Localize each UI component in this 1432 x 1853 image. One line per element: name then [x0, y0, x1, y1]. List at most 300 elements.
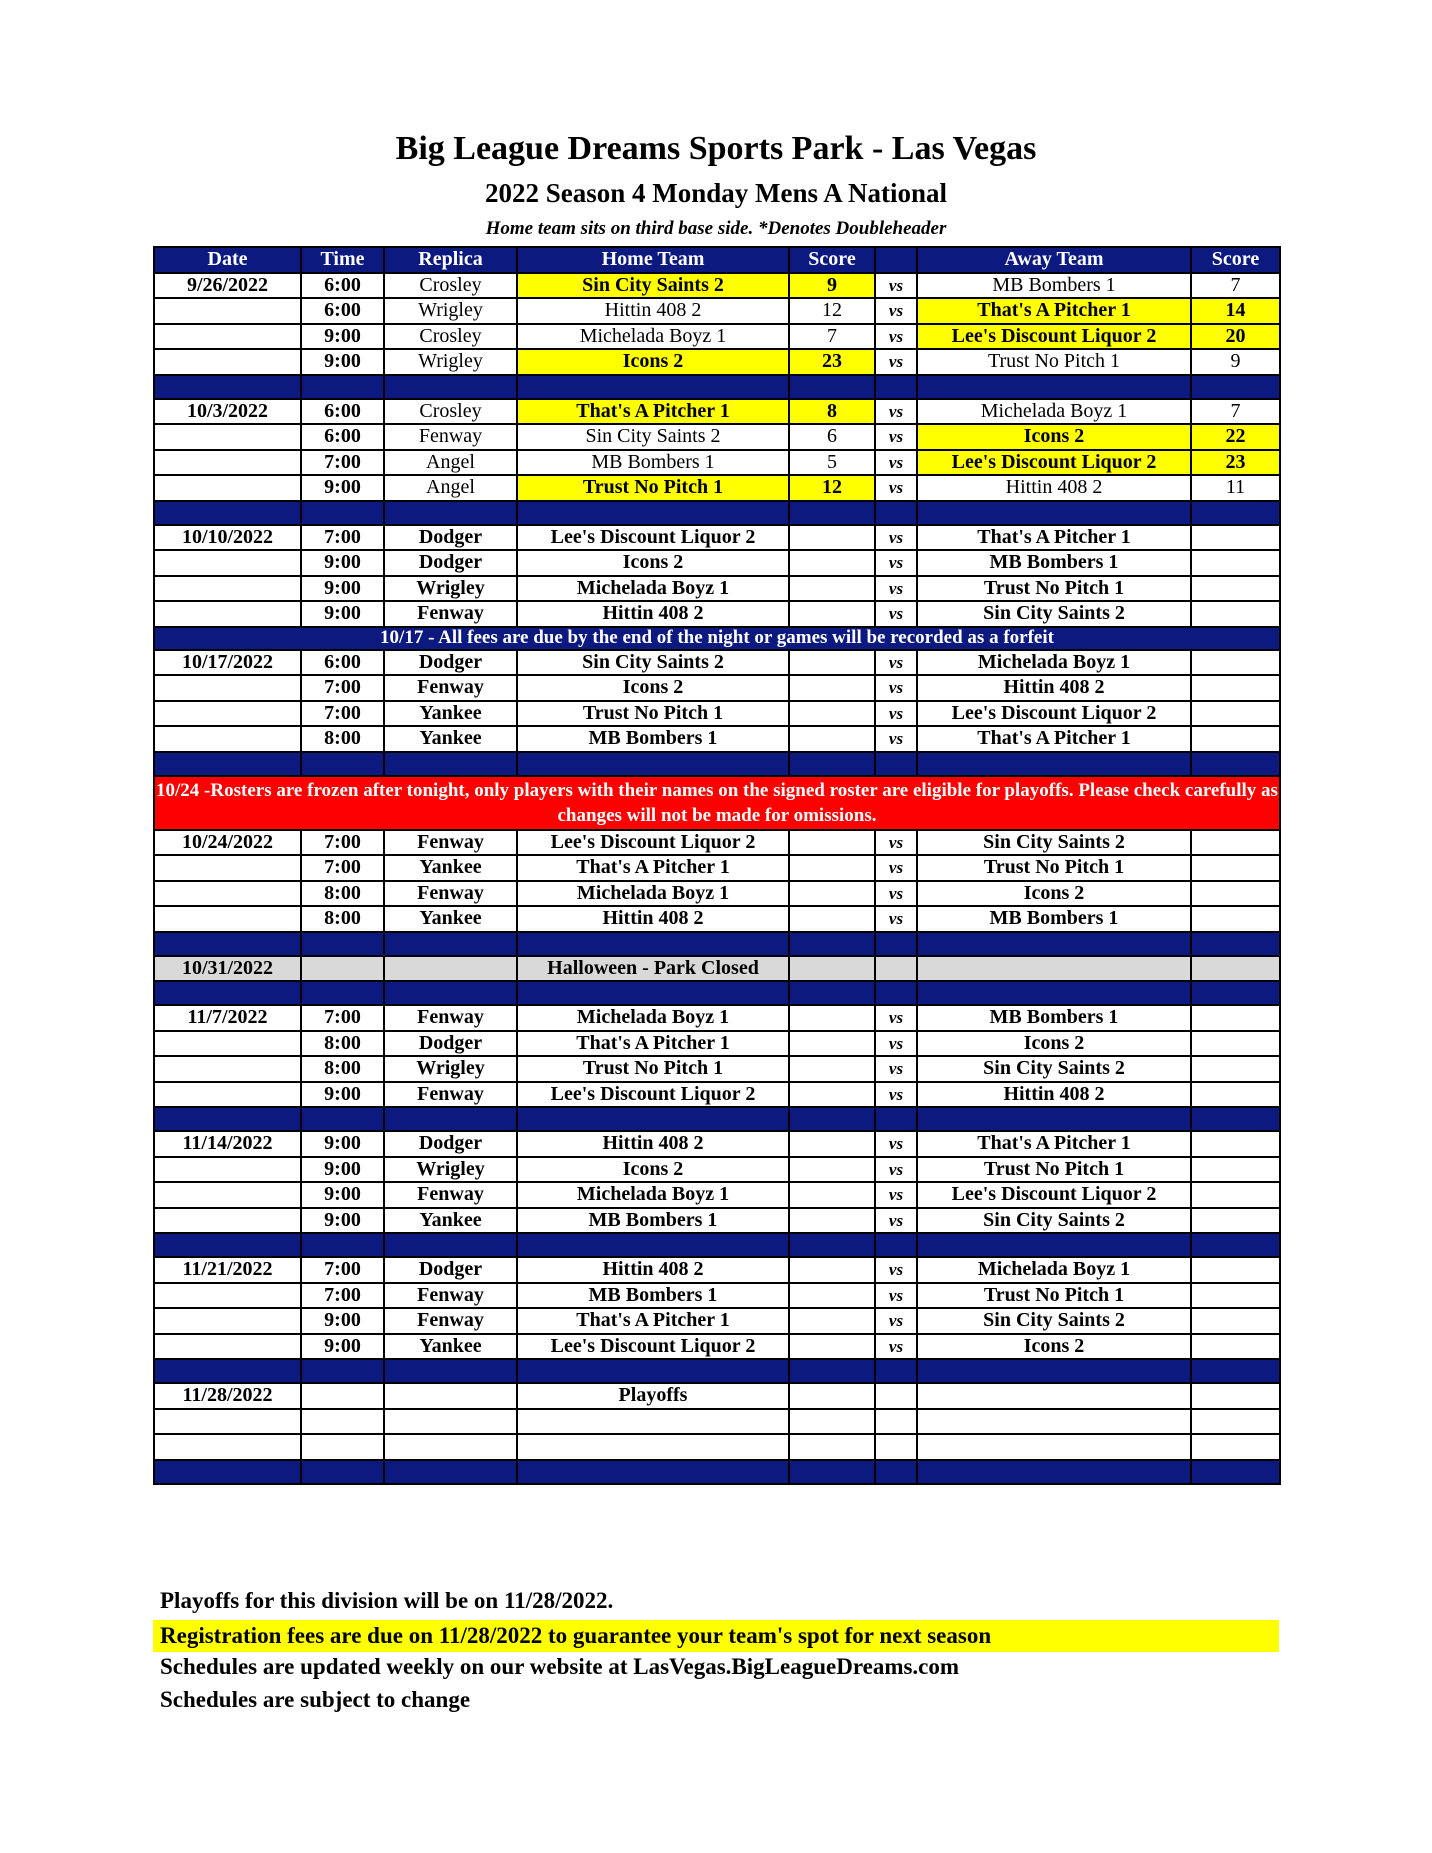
separator-row: [154, 932, 1280, 956]
game-field: Angel: [384, 450, 517, 476]
home-team: Michelada Boyz 1: [517, 324, 789, 350]
separator-cell: [384, 375, 517, 399]
game-field: Dodger: [384, 1257, 517, 1283]
game-field: Wrigley: [384, 576, 517, 602]
vs-label: vs: [875, 450, 917, 476]
blank-row: [154, 1409, 1280, 1435]
game-date: [154, 475, 301, 501]
separator-cell: [517, 981, 789, 1005]
game-date: [154, 881, 301, 907]
game-time: 9:00: [301, 349, 384, 375]
away-score: 20: [1191, 324, 1280, 350]
separator-cell: [789, 1233, 875, 1257]
vs-label: vs: [875, 830, 917, 856]
roster-notice-row: [154, 776, 1280, 830]
home-team: Trust No Pitch 1: [517, 1056, 789, 1082]
blank-cell: [789, 1409, 875, 1435]
vs-label: vs: [875, 1005, 917, 1031]
away-team: Trust No Pitch 1: [917, 1157, 1191, 1183]
vs-label: vs: [875, 1131, 917, 1157]
home-score: [789, 1005, 875, 1031]
home-score: [789, 1208, 875, 1234]
home-score: 12: [789, 475, 875, 501]
playoffs-cell: [1191, 1383, 1280, 1409]
col-header-replica: Replica: [384, 247, 517, 273]
game-time: 9:00: [301, 1082, 384, 1108]
separator-cell: [301, 981, 384, 1005]
separator-row: [154, 1359, 1280, 1383]
game-row: [154, 1308, 1280, 1334]
away-team: Lee's Discount Liquor 2: [917, 701, 1191, 727]
vs-label: vs: [875, 1334, 917, 1360]
blank-cell: [789, 1434, 875, 1460]
table-header-row: [154, 247, 1280, 273]
vs-label: vs: [875, 399, 917, 425]
game-field: Crosley: [384, 324, 517, 350]
away-team: Icons 2: [917, 1031, 1191, 1057]
separator-cell: [875, 375, 917, 399]
vs-label: vs: [875, 1283, 917, 1309]
footer-website-note: Schedules are updated weekly on our website at LasVegas.BigLeagueDreams.com: [160, 1654, 960, 1679]
game-time: 9:00: [301, 1131, 384, 1157]
away-team: That's A Pitcher 1: [917, 298, 1191, 324]
separator-row: [154, 1460, 1280, 1484]
game-time: 7:00: [301, 1283, 384, 1309]
game-time: 9:00: [301, 324, 384, 350]
game-time: 9:00: [301, 1157, 384, 1183]
col-header-home-score: Score: [789, 247, 875, 273]
separator-cell: [789, 981, 875, 1005]
game-date: [154, 298, 301, 324]
page-title: Big League Dreams Sports Park - Las Vegas: [395, 130, 1037, 167]
separator-cell: [154, 1359, 301, 1383]
vs-label: vs: [875, 1082, 917, 1108]
separator-cell: [384, 932, 517, 956]
separator-row: [154, 752, 1280, 776]
vs-label: vs: [875, 855, 917, 881]
away-score: 7: [1191, 399, 1280, 425]
separator-cell: [517, 501, 789, 525]
game-time: 7:00: [301, 830, 384, 856]
game-date: [154, 1182, 301, 1208]
game-row: [154, 525, 1280, 551]
playoffs-cell: [384, 1383, 517, 1409]
blank-cell: [301, 1409, 384, 1435]
home-team: Michelada Boyz 1: [517, 576, 789, 602]
separator-cell: [875, 752, 917, 776]
game-date: [154, 1283, 301, 1309]
separator-cell: [875, 981, 917, 1005]
away-score: [1191, 881, 1280, 907]
blank-cell: [384, 1409, 517, 1435]
home-team: Icons 2: [517, 550, 789, 576]
vs-label: vs: [875, 1257, 917, 1283]
home-score: 8: [789, 399, 875, 425]
away-team: Lee's Discount Liquor 2: [917, 324, 1191, 350]
separator-cell: [1191, 752, 1280, 776]
game-date: [154, 324, 301, 350]
vs-label: vs: [875, 298, 917, 324]
game-field: Yankee: [384, 855, 517, 881]
separator-cell: [875, 1233, 917, 1257]
blank-cell: [384, 1434, 517, 1460]
home-team: Sin City Saints 2: [517, 424, 789, 450]
vs-label: vs: [875, 701, 917, 727]
game-time: 9:00: [301, 601, 384, 627]
home-score: [789, 1334, 875, 1360]
game-date: [154, 1308, 301, 1334]
game-date: [154, 855, 301, 881]
game-field: Wrigley: [384, 298, 517, 324]
home-score: [789, 855, 875, 881]
separator-row: [154, 981, 1280, 1005]
col-header-home-team: Home Team: [517, 247, 789, 273]
game-date: [154, 701, 301, 727]
home-score: [789, 726, 875, 752]
separator-cell: [875, 1460, 917, 1484]
away-team: Sin City Saints 2: [917, 830, 1191, 856]
roster-notice: 10/24 -Rosters are frozen after tonight, only players with their names on the signed roster are eligible for playoffs. Please check carefully as changes will not be made for omissions.: [154, 776, 1280, 830]
vs-label: vs: [875, 726, 917, 752]
away-score: [1191, 1334, 1280, 1360]
separator-cell: [154, 752, 301, 776]
game-row: [154, 475, 1280, 501]
away-score: 11: [1191, 475, 1280, 501]
away-team: Trust No Pitch 1: [917, 855, 1191, 881]
away-score: [1191, 525, 1280, 551]
game-row: [154, 675, 1280, 701]
home-team: Lee's Discount Liquor 2: [517, 830, 789, 856]
blank-cell: [1191, 1409, 1280, 1435]
blank-cell: [917, 1409, 1191, 1435]
away-team: Lee's Discount Liquor 2: [917, 1182, 1191, 1208]
separator-cell: [301, 1233, 384, 1257]
separator-cell: [917, 981, 1191, 1005]
blank-cell: [301, 1434, 384, 1460]
vs-label: vs: [875, 550, 917, 576]
game-time: 7:00: [301, 1005, 384, 1031]
closed-cell: [875, 956, 917, 982]
blank-row: [154, 1434, 1280, 1460]
game-row: [154, 1283, 1280, 1309]
away-score: [1191, 1082, 1280, 1108]
home-score: 6: [789, 424, 875, 450]
game-row: [154, 349, 1280, 375]
game-time: 9:00: [301, 1182, 384, 1208]
home-team: Icons 2: [517, 675, 789, 701]
game-row: [154, 450, 1280, 476]
separator-cell: [517, 1460, 789, 1484]
separator-cell: [1191, 932, 1280, 956]
game-field: Fenway: [384, 1283, 517, 1309]
playoffs-cell: [301, 1383, 384, 1409]
game-field: Dodger: [384, 550, 517, 576]
home-score: [789, 1308, 875, 1334]
game-time: 6:00: [301, 650, 384, 676]
home-team: Michelada Boyz 1: [517, 1005, 789, 1031]
away-team: Trust No Pitch 1: [917, 576, 1191, 602]
game-row: [154, 1131, 1280, 1157]
game-field: Crosley: [384, 399, 517, 425]
away-score: [1191, 650, 1280, 676]
home-score: [789, 701, 875, 727]
away-team: That's A Pitcher 1: [917, 726, 1191, 752]
game-field: Yankee: [384, 726, 517, 752]
home-score: [789, 525, 875, 551]
game-time: 9:00: [301, 475, 384, 501]
game-time: 7:00: [301, 1257, 384, 1283]
game-date: [154, 1334, 301, 1360]
separator-cell: [517, 752, 789, 776]
away-team: Trust No Pitch 1: [917, 1283, 1191, 1309]
game-time: 8:00: [301, 726, 384, 752]
separator-cell: [154, 501, 301, 525]
footer-playoffs-note: Playoffs for this division will be on 11/28/2022.: [160, 1588, 614, 1613]
game-time: 8:00: [301, 881, 384, 907]
game-date: 11/7/2022: [154, 1005, 301, 1031]
separator-cell: [154, 932, 301, 956]
closed-row: [154, 956, 1280, 982]
separator-cell: [154, 1233, 301, 1257]
separator-cell: [301, 752, 384, 776]
separator-cell: [1191, 501, 1280, 525]
closed-cell: [301, 956, 384, 982]
vs-label: vs: [875, 349, 917, 375]
game-date: 9/26/2022: [154, 273, 301, 299]
vs-label: vs: [875, 601, 917, 627]
away-team: MB Bombers 1: [917, 550, 1191, 576]
away-score: 23: [1191, 450, 1280, 476]
away-team: Lee's Discount Liquor 2: [917, 450, 1191, 476]
game-field: Yankee: [384, 1334, 517, 1360]
home-team: That's A Pitcher 1: [517, 855, 789, 881]
vs-label: vs: [875, 424, 917, 450]
separator-cell: [789, 1359, 875, 1383]
away-score: [1191, 1182, 1280, 1208]
home-score: [789, 601, 875, 627]
game-field: Wrigley: [384, 1157, 517, 1183]
home-team: Icons 2: [517, 1157, 789, 1183]
home-score: [789, 1082, 875, 1108]
game-field: Wrigley: [384, 349, 517, 375]
vs-label: vs: [875, 525, 917, 551]
home-team: Trust No Pitch 1: [517, 701, 789, 727]
game-time: 9:00: [301, 550, 384, 576]
separator-cell: [517, 1107, 789, 1131]
game-field: Dodger: [384, 1131, 517, 1157]
away-score: [1191, 906, 1280, 932]
game-field: Dodger: [384, 525, 517, 551]
game-row: [154, 576, 1280, 602]
col-header-time: Time: [301, 247, 384, 273]
home-team: That's A Pitcher 1: [517, 1308, 789, 1334]
separator-cell: [384, 1233, 517, 1257]
game-date: [154, 1056, 301, 1082]
separator-row: [154, 501, 1280, 525]
vs-label: vs: [875, 324, 917, 350]
home-score: [789, 1182, 875, 1208]
home-score: 9: [789, 273, 875, 299]
game-time: 9:00: [301, 1208, 384, 1234]
away-team: Sin City Saints 2: [917, 1308, 1191, 1334]
game-time: 8:00: [301, 906, 384, 932]
game-row: [154, 1056, 1280, 1082]
vs-label: vs: [875, 1157, 917, 1183]
away-team: Hittin 408 2: [917, 675, 1191, 701]
away-team: Sin City Saints 2: [917, 601, 1191, 627]
away-score: [1191, 1257, 1280, 1283]
separator-cell: [875, 1107, 917, 1131]
fees-notice: 10/17 - All fees are due by the end of the night or games will be recorded as a forfeit: [154, 627, 1280, 650]
away-team: That's A Pitcher 1: [917, 525, 1191, 551]
game-time: 8:00: [301, 1056, 384, 1082]
home-score: 5: [789, 450, 875, 476]
vs-label: vs: [875, 1308, 917, 1334]
separator-cell: [301, 1359, 384, 1383]
separator-cell: [917, 375, 1191, 399]
away-team: Icons 2: [917, 424, 1191, 450]
game-row: [154, 424, 1280, 450]
separator-cell: [154, 981, 301, 1005]
separator-cell: [1191, 981, 1280, 1005]
away-score: [1191, 1208, 1280, 1234]
separator-cell: [517, 1233, 789, 1257]
game-row: [154, 1208, 1280, 1234]
game-row: [154, 650, 1280, 676]
schedule-table: [153, 246, 1281, 1485]
closed-label: Halloween - Park Closed: [517, 956, 789, 982]
game-field: Wrigley: [384, 1056, 517, 1082]
separator-cell: [301, 501, 384, 525]
away-score: [1191, 1056, 1280, 1082]
game-time: 6:00: [301, 424, 384, 450]
game-date: 10/24/2022: [154, 830, 301, 856]
away-score: [1191, 601, 1280, 627]
separator-cell: [1191, 1359, 1280, 1383]
separator-cell: [917, 1460, 1191, 1484]
home-score: [789, 906, 875, 932]
game-time: 6:00: [301, 273, 384, 299]
game-date: 11/14/2022: [154, 1131, 301, 1157]
home-score: [789, 1031, 875, 1057]
game-time: 8:00: [301, 1031, 384, 1057]
game-date: [154, 450, 301, 476]
separator-cell: [917, 501, 1191, 525]
game-row: [154, 830, 1280, 856]
game-date: [154, 1082, 301, 1108]
game-row: [154, 550, 1280, 576]
vs-label: vs: [875, 1208, 917, 1234]
fees-notice-row: [154, 627, 1280, 650]
away-score: 14: [1191, 298, 1280, 324]
game-field: Fenway: [384, 601, 517, 627]
away-team: Michelada Boyz 1: [917, 1257, 1191, 1283]
vs-label: vs: [875, 576, 917, 602]
closed-cell: [917, 956, 1191, 982]
game-date: [154, 726, 301, 752]
game-date: [154, 1208, 301, 1234]
game-time: 7:00: [301, 675, 384, 701]
footer-registration-note: Registration fees are due on 11/28/2022 to guarantee your team's spot for next season: [153, 1620, 1279, 1652]
game-date: [154, 601, 301, 627]
home-team: Sin City Saints 2: [517, 273, 789, 299]
away-team: MB Bombers 1: [917, 1005, 1191, 1031]
game-row: [154, 399, 1280, 425]
separator-cell: [875, 501, 917, 525]
game-date: [154, 1031, 301, 1057]
game-field: Dodger: [384, 650, 517, 676]
game-row: [154, 601, 1280, 627]
separator-row: [154, 375, 1280, 399]
away-team: MB Bombers 1: [917, 906, 1191, 932]
game-date: 11/21/2022: [154, 1257, 301, 1283]
playoffs-cell: [789, 1383, 875, 1409]
game-row: [154, 726, 1280, 752]
separator-cell: [384, 1359, 517, 1383]
schedule-body: [154, 273, 1280, 1484]
away-score: [1191, 830, 1280, 856]
game-row: [154, 1182, 1280, 1208]
game-row: [154, 1031, 1280, 1057]
away-team: That's A Pitcher 1: [917, 1131, 1191, 1157]
separator-cell: [789, 1107, 875, 1131]
separator-cell: [154, 1460, 301, 1484]
game-time: 9:00: [301, 1308, 384, 1334]
game-field: Fenway: [384, 424, 517, 450]
home-team: Hittin 408 2: [517, 298, 789, 324]
vs-label: vs: [875, 1031, 917, 1057]
game-field: Fenway: [384, 1082, 517, 1108]
separator-cell: [789, 375, 875, 399]
home-score: [789, 830, 875, 856]
separator-cell: [384, 501, 517, 525]
game-field: Angel: [384, 475, 517, 501]
home-score: 12: [789, 298, 875, 324]
blank-cell: [875, 1409, 917, 1435]
game-row: [154, 1082, 1280, 1108]
home-team: MB Bombers 1: [517, 1283, 789, 1309]
game-field: Yankee: [384, 1208, 517, 1234]
vs-label: vs: [875, 1182, 917, 1208]
game-time: 7:00: [301, 450, 384, 476]
separator-cell: [1191, 1233, 1280, 1257]
separator-cell: [789, 501, 875, 525]
game-time: 7:00: [301, 525, 384, 551]
away-team: Hittin 408 2: [917, 1082, 1191, 1108]
blank-cell: [875, 1434, 917, 1460]
game-row: [154, 1257, 1280, 1283]
separator-cell: [517, 375, 789, 399]
separator-cell: [154, 375, 301, 399]
separator-row: [154, 1107, 1280, 1131]
home-team: Hittin 408 2: [517, 1131, 789, 1157]
vs-label: vs: [875, 675, 917, 701]
closed-date: 10/31/2022: [154, 956, 301, 982]
game-field: Yankee: [384, 906, 517, 932]
separator-cell: [301, 375, 384, 399]
home-score: [789, 550, 875, 576]
game-date: 10/17/2022: [154, 650, 301, 676]
away-score: [1191, 1031, 1280, 1057]
home-team: Michelada Boyz 1: [517, 1182, 789, 1208]
away-team: Trust No Pitch 1: [917, 349, 1191, 375]
home-team: MB Bombers 1: [517, 726, 789, 752]
away-score: [1191, 701, 1280, 727]
game-field: Fenway: [384, 1308, 517, 1334]
game-row: [154, 1334, 1280, 1360]
game-field: Fenway: [384, 1182, 517, 1208]
game-row: [154, 1005, 1280, 1031]
